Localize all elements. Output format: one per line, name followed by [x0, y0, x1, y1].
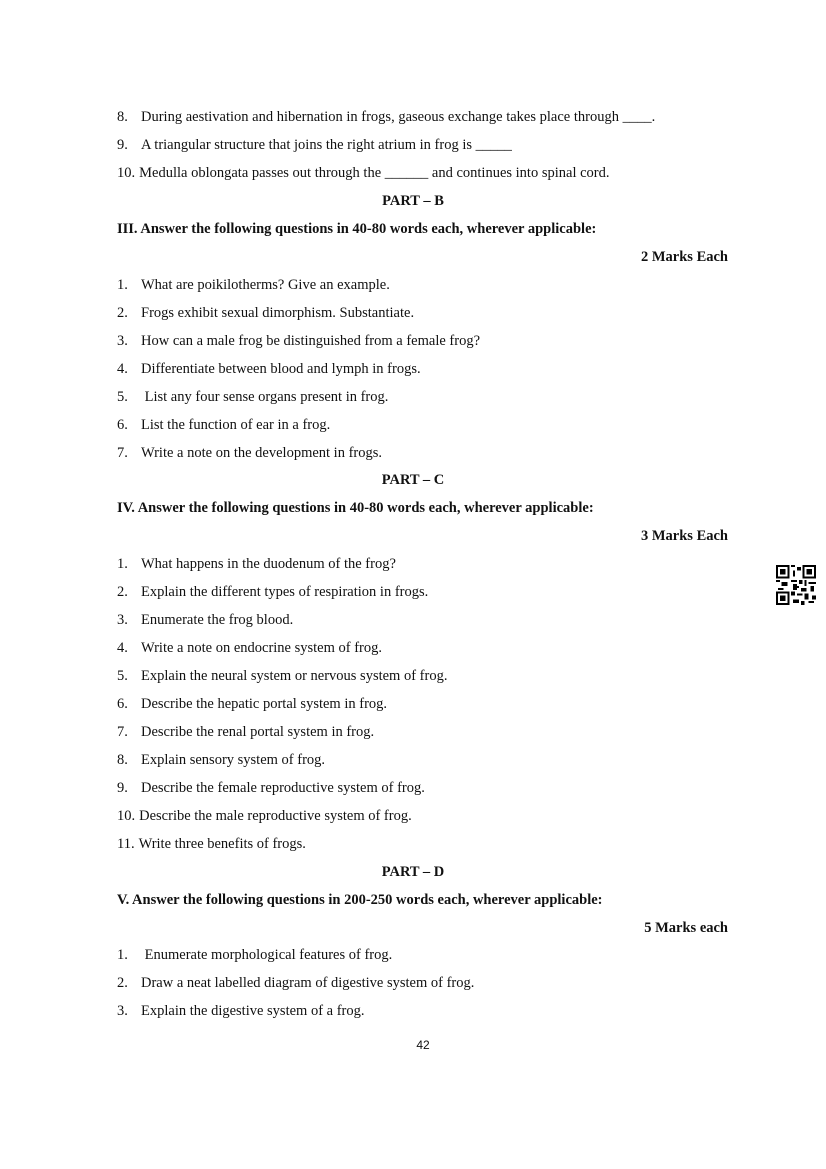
question-item: [117, 723, 374, 741]
question-text: List the function of ear in a frog.: [141, 417, 331, 433]
question-text: Frogs exhibit sexual dimorphism. Substantiate.: [141, 305, 415, 321]
question-text: Explain the digestive system of a frog.: [141, 1003, 365, 1019]
question-number: 7.: [117, 724, 128, 740]
page-number: 42: [416, 1038, 430, 1052]
question-item: [117, 611, 293, 629]
question-text: Describe the female reproductive system of frog.: [141, 780, 425, 796]
question-number: 8.: [117, 752, 128, 768]
question-text: Write a note on the development in frogs.: [141, 445, 383, 461]
question-text: How can a male frog be distinguished from a female frog?: [141, 333, 481, 349]
part-b-marks: 2 Marks Each: [641, 249, 728, 265]
question-item: [117, 444, 382, 462]
question-item: [117, 332, 480, 350]
question-number: 9.: [117, 137, 128, 153]
question-number: 5.: [117, 389, 128, 405]
part-c-instruction: IV. Answer the following questions in 40-80 words each, wherever applicable:: [117, 500, 594, 516]
question-text: Explain sensory system of frog.: [141, 752, 326, 768]
question-text: Write three benefits of frogs.: [138, 836, 306, 852]
question-text: What happens in the duodenum of the frog?: [141, 556, 396, 572]
question-text: Describe the male reproductive system of frog.: [139, 808, 412, 824]
part-b-instruction: III. Answer the following questions in 40-80 words each, wherever applicable:: [117, 221, 597, 237]
question-number: 1.: [117, 556, 128, 572]
question-number: 9.: [117, 780, 128, 796]
question-number: 11.: [117, 836, 135, 852]
question-item: [117, 835, 306, 853]
question-text: Enumerate morphological features of frog.: [141, 947, 393, 963]
question-number: 2.: [117, 975, 128, 991]
question-item: [117, 583, 428, 601]
question-number: 3.: [117, 333, 128, 349]
part-d-instruction: V. Answer the following questions in 200-250 words each, wherever applicable:: [117, 892, 603, 908]
question-number: 2.: [117, 584, 128, 600]
question-item: [117, 304, 414, 322]
question-number: 2.: [117, 305, 128, 321]
question-item: [117, 639, 382, 657]
question-item: [117, 360, 421, 378]
question-item: [117, 136, 512, 154]
question-text: List any four sense organs present in frog.: [141, 389, 389, 405]
part-d-heading: PART – D: [381, 864, 445, 880]
question-item: [117, 974, 474, 992]
question-number: 10.: [117, 808, 136, 824]
question-number: 6.: [117, 417, 128, 433]
part-c-marks: 3 Marks Each: [641, 528, 728, 544]
question-number: 5.: [117, 668, 128, 684]
question-text: During aestivation and hibernation in frogs, gaseous exchange takes place through ____.: [141, 109, 656, 125]
question-item: [117, 751, 325, 769]
question-text: A triangular structure that joins the right atrium in frog is _____: [141, 137, 512, 153]
question-number: 10.: [117, 165, 136, 181]
question-number: 7.: [117, 445, 128, 461]
question-text: Draw a neat labelled diagram of digestive system of frog.: [141, 975, 475, 991]
question-text: Describe the hepatic portal system in frog.: [141, 696, 388, 712]
question-number: 3.: [117, 1003, 128, 1019]
question-item: [117, 276, 390, 294]
qr-code-icon[interactable]: [776, 565, 816, 605]
part-c-heading: PART – C: [381, 472, 445, 488]
question-item: [117, 1002, 365, 1020]
question-item: [117, 416, 330, 434]
question-number: 1.: [117, 277, 128, 293]
question-number: 3.: [117, 612, 128, 628]
question-number: 1.: [117, 947, 128, 963]
question-number: 4.: [117, 361, 128, 377]
question-item: [117, 946, 392, 964]
question-text: What are poikilotherms? Give an example.: [141, 277, 390, 293]
question-text: Explain the neural system or nervous system of frog.: [141, 668, 448, 684]
question-item: [117, 695, 387, 713]
question-text: Explain the different types of respiration in frogs.: [141, 584, 429, 600]
question-item: [117, 667, 447, 685]
question-text: Enumerate the frog blood.: [141, 612, 294, 628]
question-item: [117, 779, 425, 797]
question-number: 4.: [117, 640, 128, 656]
question-item: [117, 807, 412, 825]
question-text: Medulla oblongata passes out through the ______ and continues into spinal cord.: [139, 165, 610, 181]
part-b-heading: PART – B: [382, 193, 444, 209]
question-number: 6.: [117, 696, 128, 712]
question-item: [117, 555, 396, 573]
question-text: Describe the renal portal system in frog.: [141, 724, 375, 740]
question-text: Differentiate between blood and lymph in frogs.: [141, 361, 421, 377]
question-number: 8.: [117, 109, 128, 125]
question-text: Write a note on endocrine system of frog.: [141, 640, 383, 656]
question-item: [117, 164, 610, 182]
part-d-marks: 5 Marks each: [644, 920, 728, 936]
question-item: [117, 108, 655, 126]
question-item: [117, 388, 388, 406]
